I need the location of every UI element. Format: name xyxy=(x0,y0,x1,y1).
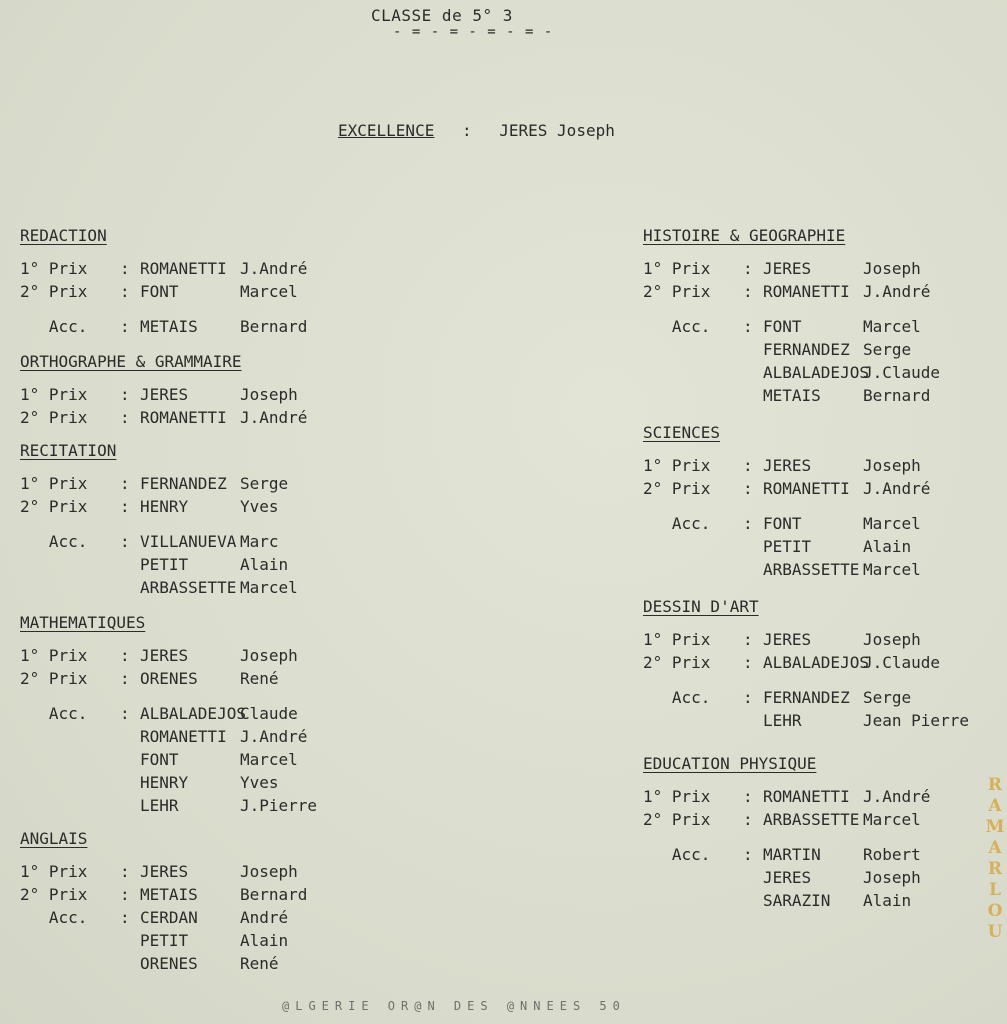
student-firstname: Marcel xyxy=(240,578,298,597)
student-surname: ROMANETTI xyxy=(763,479,850,498)
excellence-line xyxy=(338,121,615,140)
section xyxy=(20,611,380,817)
section xyxy=(643,595,1003,732)
student-firstname: J.Claude xyxy=(863,653,941,672)
prize-label: Acc. xyxy=(20,704,88,723)
student-firstname: Joseph xyxy=(863,259,921,278)
student-surname: FERNANDEZ xyxy=(763,340,850,359)
student-surname: LEHR xyxy=(140,796,179,815)
student-surname: JERES xyxy=(763,630,812,649)
prize-row xyxy=(20,906,380,929)
prize-colon: : xyxy=(120,259,130,278)
prize-colon: : xyxy=(743,317,753,336)
prize-label: 1° Prix xyxy=(643,787,711,806)
student-surname: FONT xyxy=(140,750,179,769)
section xyxy=(20,827,380,975)
prize-row xyxy=(20,725,380,748)
prize-row xyxy=(20,860,380,883)
student-surname: PETIT xyxy=(140,555,189,574)
prize-colon: : xyxy=(743,787,753,806)
student-firstname: Yves xyxy=(240,497,279,516)
prize-label: Acc. xyxy=(643,317,711,336)
student-firstname: Alain xyxy=(863,891,912,910)
prize-label xyxy=(20,929,120,952)
section-title: SCIENCES xyxy=(643,423,721,442)
student-firstname: Serge xyxy=(240,474,289,493)
section xyxy=(20,350,380,429)
prize-label xyxy=(643,866,743,889)
prize-label xyxy=(643,384,743,407)
student-firstname: Marc xyxy=(240,532,279,551)
prize-colon: : xyxy=(743,688,753,707)
student-surname: FERNANDEZ xyxy=(763,688,850,707)
prize-label: 1° Prix xyxy=(20,474,88,493)
student-firstname: Alain xyxy=(240,931,289,950)
student-firstname: J.André xyxy=(240,408,308,427)
section xyxy=(643,752,1003,912)
student-surname: PETIT xyxy=(763,537,812,556)
prize-colon: : xyxy=(120,497,130,516)
student-surname: HENRY xyxy=(140,497,189,516)
prize-row xyxy=(20,315,380,338)
student-firstname: J.André xyxy=(863,479,931,498)
student-surname: FONT xyxy=(763,317,802,336)
prize-row xyxy=(643,535,1003,558)
prize-label xyxy=(643,361,743,384)
section-title: EDUCATION PHYSIQUE xyxy=(643,754,817,773)
prize-label: 2° Prix xyxy=(20,497,88,516)
prize-label: Acc. xyxy=(20,532,88,551)
prize-row xyxy=(643,280,1003,303)
student-surname: JERES xyxy=(763,868,812,887)
prize-label xyxy=(643,338,743,361)
prize-label: 2° Prix xyxy=(643,653,711,672)
student-surname: ORENES xyxy=(140,669,198,688)
student-surname: HENRY xyxy=(140,773,189,792)
student-surname: JERES xyxy=(140,862,189,881)
student-firstname: Robert xyxy=(863,845,921,864)
prize-row xyxy=(20,644,380,667)
left-column xyxy=(20,224,380,987)
student-firstname: Marcel xyxy=(240,282,298,301)
row-gap xyxy=(20,690,380,702)
prize-row xyxy=(20,883,380,906)
prize-label: 1° Prix xyxy=(643,259,711,278)
prize-colon: : xyxy=(743,479,753,498)
prize-colon: : xyxy=(743,282,753,301)
prize-row xyxy=(20,952,380,975)
row-gap xyxy=(20,518,380,530)
student-surname: ROMANETTI xyxy=(140,408,227,427)
prize-colon xyxy=(743,384,763,407)
prize-colon xyxy=(743,558,763,581)
section xyxy=(643,421,1003,581)
student-firstname: Yves xyxy=(240,773,279,792)
prize-colon: : xyxy=(120,885,130,904)
prize-row xyxy=(20,530,380,553)
prize-colon: : xyxy=(120,474,130,493)
student-surname: PETIT xyxy=(140,931,189,950)
section-title: ORTHOGRAPHE & GRAMMAIRE xyxy=(20,352,242,371)
student-firstname: André xyxy=(240,908,289,927)
prize-label: Acc. xyxy=(643,845,711,864)
student-surname: JERES xyxy=(763,259,812,278)
prize-colon: : xyxy=(743,845,753,864)
prize-label: 2° Prix xyxy=(20,669,88,688)
prize-colon: : xyxy=(120,908,130,927)
student-surname: MARTIN xyxy=(763,845,821,864)
prize-label: Acc. xyxy=(643,514,711,533)
prize-row xyxy=(20,929,380,952)
prize-row xyxy=(20,576,380,599)
prize-row xyxy=(20,667,380,690)
student-surname: SARAZIN xyxy=(763,891,831,910)
prize-label xyxy=(643,535,743,558)
student-firstname: Marcel xyxy=(240,750,298,769)
student-surname: ALBALADEJOS xyxy=(763,653,869,672)
prize-label: 1° Prix xyxy=(20,259,88,278)
student-surname: ARBASSETTE xyxy=(763,560,860,579)
student-surname: LEHR xyxy=(763,711,802,730)
prize-colon xyxy=(120,576,140,599)
prize-colon: : xyxy=(120,532,130,551)
prize-label xyxy=(20,576,120,599)
section-title: RECITATION xyxy=(20,441,117,460)
prize-label xyxy=(20,952,120,975)
student-surname: ROMANETTI xyxy=(140,259,227,278)
student-surname: FONT xyxy=(763,514,802,533)
prize-row xyxy=(643,808,1003,831)
prize-label: 2° Prix xyxy=(643,479,711,498)
student-surname: JERES xyxy=(140,646,189,665)
prize-label xyxy=(643,558,743,581)
prize-row xyxy=(643,686,1003,709)
prize-row xyxy=(643,477,1003,500)
student-firstname: J.André xyxy=(240,259,308,278)
section xyxy=(643,224,1003,407)
prize-colon: : xyxy=(120,669,130,688)
student-surname: METAIS xyxy=(763,386,821,405)
student-surname: METAIS xyxy=(140,885,198,904)
student-firstname: Joseph xyxy=(240,862,298,881)
title-underline: - = - = - = - = - xyxy=(393,24,554,40)
prize-row xyxy=(643,257,1003,280)
prize-label xyxy=(643,709,743,732)
prize-label: 2° Prix xyxy=(20,282,88,301)
prize-row xyxy=(20,771,380,794)
row-gap xyxy=(643,674,1003,686)
section-title: DESSIN D'ART xyxy=(643,597,759,616)
prize-colon: : xyxy=(743,456,753,475)
row-gap xyxy=(643,831,1003,843)
prize-colon xyxy=(120,725,140,748)
student-firstname: Joseph xyxy=(863,630,921,649)
prize-label: 2° Prix xyxy=(20,408,88,427)
prize-colon: : xyxy=(743,653,753,672)
student-firstname: J.André xyxy=(863,282,931,301)
prize-colon xyxy=(120,952,140,975)
student-surname: ROMANETTI xyxy=(763,787,850,806)
prize-colon: : xyxy=(120,646,130,665)
student-firstname: Alain xyxy=(240,555,289,574)
excellence-sep: : xyxy=(461,121,472,140)
prize-label xyxy=(20,553,120,576)
student-firstname: Marcel xyxy=(863,514,921,533)
section-title: MATHEMATIQUES xyxy=(20,613,146,632)
prize-row xyxy=(20,702,380,725)
page-title: CLASSE de 5° 3 xyxy=(371,6,513,25)
prize-row xyxy=(643,338,1003,361)
prize-row xyxy=(20,495,380,518)
row-gap xyxy=(643,303,1003,315)
student-surname: FONT xyxy=(140,282,179,301)
prize-row xyxy=(643,866,1003,889)
prize-label xyxy=(20,794,120,817)
student-firstname: Bernard xyxy=(240,885,308,904)
student-surname: ROMANETTI xyxy=(763,282,850,301)
prize-colon xyxy=(120,553,140,576)
prize-row xyxy=(643,843,1003,866)
prize-row xyxy=(20,257,380,280)
watermark-text: @LGERIE OR@N DES @NNEES 50 xyxy=(282,999,626,1013)
prize-row xyxy=(643,709,1003,732)
prize-row xyxy=(643,384,1003,407)
student-firstname: Joseph xyxy=(240,385,298,404)
student-surname: METAIS xyxy=(140,317,198,336)
student-surname: ALBALADEJOS xyxy=(763,363,869,382)
prize-colon: : xyxy=(120,282,130,301)
row-gap xyxy=(20,303,380,315)
student-surname: ORENES xyxy=(140,954,198,973)
section-title: REDACTION xyxy=(20,226,107,245)
prize-colon: : xyxy=(743,514,753,533)
student-firstname: J.André xyxy=(863,787,931,806)
prize-row xyxy=(643,315,1003,338)
student-surname: JERES xyxy=(140,385,189,404)
prize-row xyxy=(643,558,1003,581)
prize-row xyxy=(20,748,380,771)
section xyxy=(20,439,380,599)
student-firstname: J.Pierre xyxy=(240,796,318,815)
student-firstname: Joseph xyxy=(240,646,298,665)
prize-label: Acc. xyxy=(20,908,88,927)
student-firstname: René xyxy=(240,669,279,688)
prize-label xyxy=(20,771,120,794)
prize-colon: : xyxy=(120,408,130,427)
prize-row xyxy=(643,454,1003,477)
prize-label: Acc. xyxy=(20,317,88,336)
prize-label: 1° Prix xyxy=(20,862,88,881)
student-firstname: Marcel xyxy=(863,810,921,829)
excellence-label: EXCELLENCE xyxy=(338,121,435,140)
prize-row xyxy=(643,785,1003,808)
prize-colon xyxy=(120,929,140,952)
prize-label xyxy=(20,748,120,771)
student-surname: CERDAN xyxy=(140,908,198,927)
prize-colon xyxy=(120,748,140,771)
student-firstname: Joseph xyxy=(863,456,921,475)
prize-colon xyxy=(743,338,763,361)
prize-row xyxy=(643,628,1003,651)
student-firstname: Jean Pierre xyxy=(863,711,969,730)
student-surname: JERES xyxy=(763,456,812,475)
right-column xyxy=(643,224,1003,924)
prize-colon xyxy=(743,361,763,384)
prize-label: Acc. xyxy=(643,688,711,707)
prize-row xyxy=(20,553,380,576)
prize-label: 2° Prix xyxy=(643,282,711,301)
student-firstname: René xyxy=(240,954,279,973)
prize-colon: : xyxy=(120,385,130,404)
row-gap xyxy=(643,500,1003,512)
student-firstname: Serge xyxy=(863,340,912,359)
prize-label: 2° Prix xyxy=(20,885,88,904)
prize-colon xyxy=(120,794,140,817)
student-surname: ALBALADEJOS xyxy=(140,704,246,723)
prize-colon xyxy=(743,535,763,558)
prize-label xyxy=(20,725,120,748)
student-surname: ARBASSETTE xyxy=(140,578,237,597)
student-firstname: Serge xyxy=(863,688,912,707)
prize-colon xyxy=(120,771,140,794)
student-firstname: J.Claude xyxy=(863,363,941,382)
section-title: HISTOIRE & GEOGRAPHIE xyxy=(643,226,846,245)
prize-label: 1° Prix xyxy=(643,630,711,649)
student-surname: VILLANUEVA xyxy=(140,532,237,551)
section-title: ANGLAIS xyxy=(20,829,88,848)
prize-colon xyxy=(743,709,763,732)
prize-row xyxy=(20,280,380,303)
student-surname: ROMANETTI xyxy=(140,727,227,746)
prize-row xyxy=(643,512,1003,535)
student-firstname: Bernard xyxy=(863,386,931,405)
prize-label: 1° Prix xyxy=(643,456,711,475)
side-watermark: R A M A R L O U xyxy=(985,775,1005,942)
prize-row xyxy=(20,383,380,406)
prize-label: 1° Prix xyxy=(20,385,88,404)
prize-row xyxy=(20,472,380,495)
prize-colon: : xyxy=(743,630,753,649)
student-surname: ARBASSETTE xyxy=(763,810,860,829)
prize-colon xyxy=(743,889,763,912)
prize-colon: : xyxy=(120,317,130,336)
student-firstname: J.André xyxy=(240,727,308,746)
prize-row xyxy=(643,889,1003,912)
prize-row xyxy=(20,406,380,429)
prize-colon: : xyxy=(120,862,130,881)
section xyxy=(20,224,380,338)
prize-colon: : xyxy=(743,810,753,829)
prize-colon: : xyxy=(120,704,130,723)
prize-label: 1° Prix xyxy=(20,646,88,665)
student-firstname: Alain xyxy=(863,537,912,556)
prize-row xyxy=(643,361,1003,384)
student-firstname: Marcel xyxy=(863,560,921,579)
student-firstname: Claude xyxy=(240,704,298,723)
prize-label: 2° Prix xyxy=(643,810,711,829)
prize-row xyxy=(20,794,380,817)
prize-row xyxy=(643,651,1003,674)
student-firstname: Joseph xyxy=(863,868,921,887)
prize-colon xyxy=(743,866,763,889)
student-firstname: Bernard xyxy=(240,317,308,336)
student-firstname: Marcel xyxy=(863,317,921,336)
prize-label xyxy=(643,889,743,912)
student-surname: FERNANDEZ xyxy=(140,474,227,493)
prize-colon: : xyxy=(743,259,753,278)
excellence-name: JERES Joseph xyxy=(499,121,615,140)
